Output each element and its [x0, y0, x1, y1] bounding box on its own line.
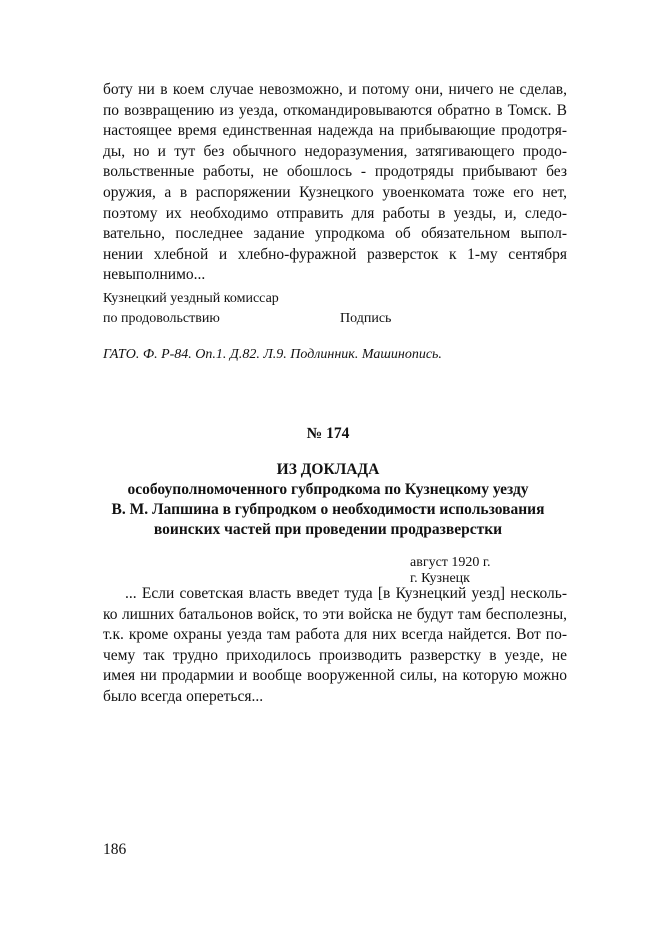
text-line: вольственные работы, не обошлось - продотряды прибывают без [103, 163, 567, 181]
document-heading-line: особоуполномоченного губпродкома по Кузнецкому уезду [127, 481, 529, 498]
text-line: т.к. кроме охраны уезда там работа для них всегда найдется. Вот по- [103, 626, 567, 644]
text-line: ... Если советская власть введет туда [в Кузнецкий уезд] несколь- [125, 585, 567, 602]
text-line: имея ни продармии и вообще вооруженной силы, на которую можно [103, 667, 567, 685]
document-number: № 174 [306, 425, 350, 442]
text-line: ды, но и тут без обычного недоразумения, затягивающего продо- [103, 142, 567, 160]
text-line: по возвращению из уезда, откомандировываются обратно в Томск. В [103, 101, 567, 119]
signatory-title-line1: Кузнецкий уездный комиссар [103, 291, 279, 306]
document-date: август 1920 г. [410, 555, 491, 570]
paragraph-continuation [103, 80, 567, 286]
page-number: 186 [103, 841, 127, 858]
text-line: оружия, а в распоряжении Кузнецкого увоенкомата тоже его нет, [103, 183, 567, 201]
archive-source-note: ГАТО. Ф. Р-84. Оп.1. Д.82. Л.9. Подлинник. Машинопись. [103, 347, 442, 362]
text-line: было всегда опереться... [103, 687, 264, 705]
text-line: нении хлебной и хлебно-фуражной разверсток к 1-му сентября [103, 245, 567, 263]
signatory-title-line2: по продовольствию [103, 311, 220, 326]
signature-mark: Подпись [340, 311, 392, 326]
document-heading-line: воинских частей при проведении продразверстки [153, 521, 503, 538]
text-line: поэтому их необходимо отправить для работы в уезды, и, следо- [103, 204, 567, 222]
text-line: чему так трудно приходилось производить разверстку в уезде, не [103, 646, 567, 664]
text-line: настоящее время единственная надежда на прибывающие продотря- [103, 122, 567, 140]
text-line: ко лишних батальонов войск, то эти войска не будут там бесполезны, [103, 605, 567, 623]
text-line: невыполнимо... [103, 266, 206, 284]
document-body [103, 584, 567, 708]
document-place: г. Кузнецк [410, 571, 470, 586]
text-line: вательно, последнее задание упродкома об обязательном выпол- [103, 225, 567, 243]
document-heading-line: В. М. Лапшина в губпродком о необходимости использования [111, 501, 545, 518]
text-line: боту ни в коем случае невозможно, и потому они, ничего не сделав, [103, 81, 567, 98]
document-heading-title: ИЗ ДОКЛАДА [276, 461, 380, 478]
